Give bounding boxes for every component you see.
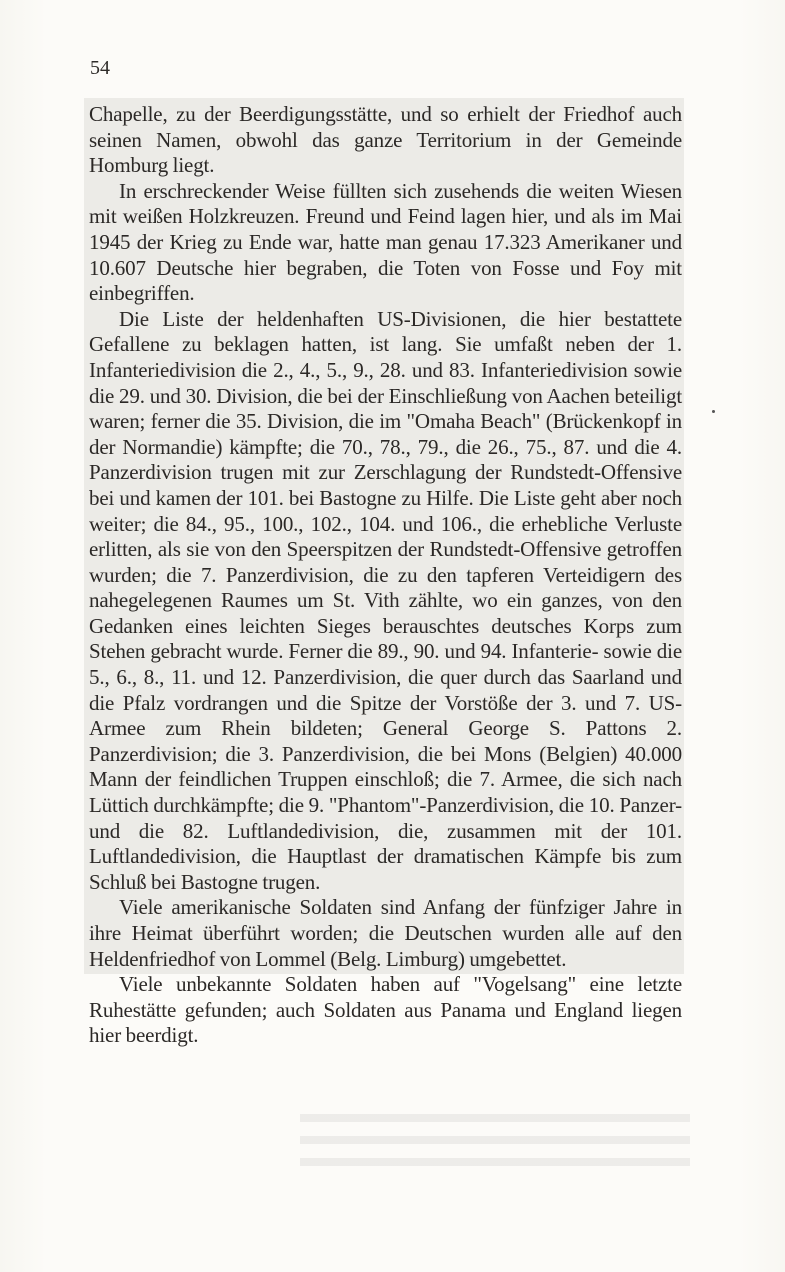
paragraph-2: In erschreckender Weise füllten sich zusehends die weiten Wiesen mit weißen Holzkreuzen. Freund und Feind lagen hier, und als im Mai 1945 der Krieg zu Ende war, hatte man genau 17.323 Amerikaner und 10.607 Deutsche hier begraben, die Toten von Fosse und Foy mit einbegriffen. [89, 178, 682, 306]
margin-speck [712, 410, 715, 413]
page-number: 54 [90, 57, 110, 79]
body-text [89, 102, 682, 1049]
paragraph-5: Viele unbekannte Soldaten haben auf "Vogelsang" eine letzte Ruhestätte gefunden; auch Soldaten aus Panama und England liegen hier beerdigt. [89, 972, 682, 1048]
paragraph-1: Chapelle, zu der Beerdigungsstätte, und so erhielt der Friedhof auch seinen Namen, obwohl das ganze Territorium in der Gemeinde Homburg liegt. [89, 102, 682, 178]
paragraph-3: Die Liste der heldenhaften US-Divisionen, die hier bestattete Gefallene zu beklagen hatten, ist lang. Sie umfaßt neben der 1. Infanteriedivision die 2., 4., 5., 9., 28. und 83. Infanteriedivision sowie die 29. und 30. Division, die bei der Einschließung von Aachen beteiligt waren; ferner die 35. Division, die im "Omaha Beach" (Brückenkopf in der Normandie) kämpfte; die 70., 78., 79., die 26., 75., 87. und die 4. Panzerdivision trugen mit zur Zerschlagung der Rundstedt-Offensive bei und kamen der 101. bei Bastogne zu Hilfe. Die Liste geht aber noch weiter; die 84., 95., 100., 102., 104. und 106., die erhebliche Verluste erlitten, als sie von den Speerspitzen der Rundstedt-Offensive getroffen wurden; die 7. Panzerdivision, die zu den tapferen Verteidigern des nahegelegenen Raumes um St. Vith zählte, wo ein ganzes, von den Gedanken eines leichten Sieges berauschtes deutsches Korps zum Stehen gebracht wurde. Ferner die 89., 90. und 94. Infanterie- sowie die 5., 6., 8., 11. und 12. Panzerdivision, die quer durch das Saarland und die Pfalz vordrangen und die Spitze der Vorstöße der 3. und 7. US-Armee zum Rhein bildeten; General George S. Pattons 2. Panzerdivision; die 3. Panzerdivision, die bei Mons (Belgien) 40.000 Mann der feindlichen Truppen einschloß; die 7. Armee, die sich nach Lüttich durchkämpfte; die 9. "Phantom"-Panzerdivision, die 10. Panzer- und die 82. Luftlandedivision, die, zusammen mit der 101. Luftlandedivision, die Hauptlast der dramatischen Kämpfe bis zum Schluß bei Bastogne trugen. [89, 306, 682, 894]
paragraph-4: Viele amerikanische Soldaten sind Anfang der fünfziger Jahre in ihre Heimat überführt worden; die Deutschen wurden alle auf den Heldenfriedhof von Lommel (Belg. Limburg) umgebettet. [89, 895, 682, 971]
bleed-through-texture [300, 1108, 690, 1168]
